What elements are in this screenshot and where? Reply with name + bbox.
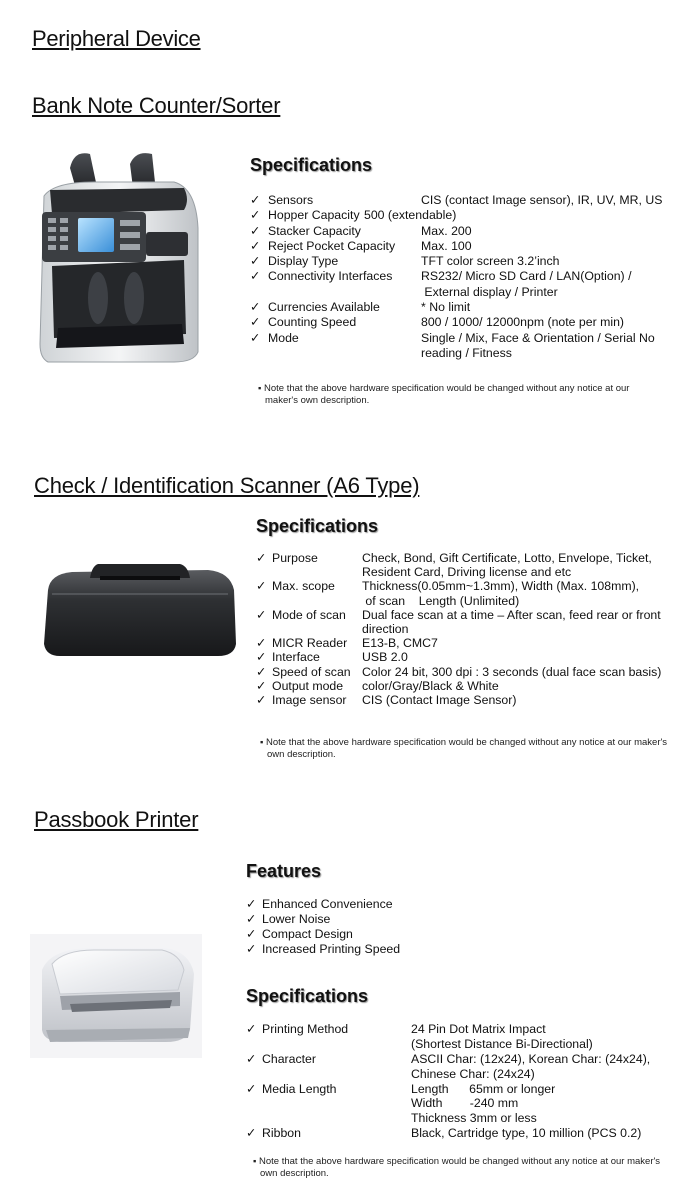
spec-heading-scanner: Specifications xyxy=(256,516,379,536)
section-title-check-scanner: Check / Identification Scanner (A6 Type) xyxy=(34,473,420,498)
spec-row xyxy=(250,224,675,239)
spec-row xyxy=(246,1082,666,1127)
check-icon: ✓ xyxy=(250,269,261,284)
spec-value: E13-B, CMC7 xyxy=(362,636,438,651)
check-icon: ✓ xyxy=(246,1051,257,1066)
spec-value: Length 65mm or longer xyxy=(411,1081,556,1096)
spec-row xyxy=(256,693,666,707)
check-icon: ✓ xyxy=(246,912,257,926)
spec-value: color/Gray/Black & White xyxy=(362,678,499,693)
spec-value: Dual face scan at a time – After scan, feed rear or front xyxy=(362,607,661,622)
passbook-printer-image xyxy=(30,934,202,1058)
spec-label: Counting Speed xyxy=(268,315,357,330)
feature-item xyxy=(246,912,546,927)
spec-value: 500 (extendable) xyxy=(364,208,457,223)
note-printer xyxy=(253,1156,660,1180)
check-icon: ✓ xyxy=(256,551,267,565)
spec-label: Mode xyxy=(268,330,299,345)
check-icon: ✓ xyxy=(246,1126,257,1141)
spec-value: Max. 100 xyxy=(421,238,472,253)
spec-label: Printing Method xyxy=(262,1022,349,1036)
note-line: own description. xyxy=(267,749,336,760)
features-list-printer xyxy=(246,897,546,957)
check-icon: ✓ xyxy=(250,223,261,238)
check-icon: ✓ xyxy=(246,927,257,941)
spec-row xyxy=(250,208,675,223)
check-icon: ✓ xyxy=(250,315,261,330)
note-scanner xyxy=(260,737,667,761)
spec-label: Image sensor xyxy=(272,692,347,707)
note-line: ▪ Note that the above hardware specification would be changed without any notice at our xyxy=(258,383,630,394)
spec-value: Max. 200 xyxy=(421,223,472,238)
spec-value: Chinese Char: (24x24) xyxy=(411,1066,535,1081)
note-line: ▪ Note that the above hardware specification would be changed without any notice at our maker's xyxy=(253,1156,661,1167)
feature-label: Compact Design xyxy=(262,927,353,941)
check-icon: ✓ xyxy=(256,664,267,679)
note-line: own description. xyxy=(260,1168,329,1179)
spec-label: Stacker Capacity xyxy=(268,223,361,238)
check-icon: ✓ xyxy=(250,300,261,315)
spec-value: Black, Cartridge type, 10 million (PCS 0.2) xyxy=(411,1126,642,1141)
spec-label: Reject Pocket Capacity xyxy=(268,238,396,253)
spec-value: of scan Length (Unlimited) xyxy=(362,593,520,608)
check-icon: ✓ xyxy=(250,208,261,223)
spec-heading-printer: Specifications xyxy=(246,986,369,1006)
spec-row xyxy=(256,579,666,607)
spec-row xyxy=(256,665,666,679)
check-icon: ✓ xyxy=(250,330,261,345)
feature-label: Lower Noise xyxy=(262,912,331,926)
feature-item xyxy=(246,942,546,957)
spec-value: Resident Card, Driving license and etc xyxy=(362,565,572,580)
spec-value: * No limit xyxy=(421,300,471,315)
spec-value: (Shortest Distance Bi-Directional) xyxy=(411,1036,593,1051)
spec-value: USB 2.0 xyxy=(362,650,408,665)
feature-item xyxy=(246,897,546,912)
check-icon: ✓ xyxy=(250,238,261,253)
spec-row xyxy=(250,315,675,330)
note-counter xyxy=(258,383,629,407)
spec-value: direction xyxy=(362,621,409,636)
check-icon: ✓ xyxy=(250,193,261,207)
spec-value: TFT color screen 3.2’inch xyxy=(421,254,560,269)
spec-row xyxy=(250,300,675,315)
spec-label: Max. scope xyxy=(272,579,335,594)
check-icon: ✓ xyxy=(246,942,257,956)
spec-heading-counter: Specifications xyxy=(250,155,373,175)
spec-value: Check, Bond, Gift Certificate, Lotto, Envelope, Ticket, xyxy=(362,551,652,565)
spec-row xyxy=(250,239,675,254)
spec-row xyxy=(246,1052,666,1082)
page-title: Peripheral Device xyxy=(32,26,201,51)
check-icon: ✓ xyxy=(256,650,267,665)
spec-row xyxy=(246,1022,666,1052)
spec-label: Hopper Capacity xyxy=(268,208,360,223)
spec-row xyxy=(256,650,666,664)
spec-label: Purpose xyxy=(272,551,318,565)
spec-value: CIS (contact Image sensor), IR, UV, MR, US xyxy=(421,193,663,207)
check-icon: ✓ xyxy=(246,1081,257,1096)
spec-label: Output mode xyxy=(272,678,344,693)
note-line: ▪ Note that the above hardware specification would be changed without any notice at our maker's xyxy=(260,737,668,748)
check-icon: ✓ xyxy=(256,692,267,707)
spec-row xyxy=(250,331,675,362)
spec-value: RS232/ Micro SD Card / LAN(Option) / xyxy=(421,269,632,284)
spec-label: Connectivity Interfaces xyxy=(268,269,393,284)
spec-row xyxy=(250,193,675,208)
spec-label: Sensors xyxy=(268,193,314,207)
spec-value: Thickness(0.05mm~1.3mm), Width (Max. 108mm), xyxy=(362,579,640,594)
check-icon: ✓ xyxy=(246,897,257,911)
feature-label: Enhanced Convenience xyxy=(262,897,393,911)
spec-row xyxy=(256,608,666,636)
section-title-passbook-printer: Passbook Printer xyxy=(34,807,199,832)
check-icon: ✓ xyxy=(246,1022,257,1036)
section-title-bank-note-counter: Bank Note Counter/Sorter xyxy=(32,93,281,118)
check-scanner-image xyxy=(42,560,238,660)
spec-value: reading / Fitness xyxy=(421,345,512,360)
feature-item xyxy=(246,927,546,942)
spec-value: 800 / 1000/ 12000npm (note per min) xyxy=(421,315,625,330)
check-icon: ✓ xyxy=(250,254,261,269)
spec-row xyxy=(256,636,666,650)
spec-label: Ribbon xyxy=(262,1126,301,1141)
check-icon: ✓ xyxy=(256,636,267,651)
spec-value: CIS (Contact Image Sensor) xyxy=(362,692,517,707)
spec-label: Interface xyxy=(272,650,320,665)
bank-note-counter-image xyxy=(34,148,202,370)
spec-label: Display Type xyxy=(268,254,339,269)
spec-row xyxy=(250,269,675,300)
feature-label: Increased Printing Speed xyxy=(262,942,401,956)
spec-label: Mode of scan xyxy=(272,607,346,622)
spec-label: Character xyxy=(262,1051,316,1066)
check-icon: ✓ xyxy=(256,607,267,622)
spec-list-counter xyxy=(250,193,675,361)
spec-value: Width -240 mm xyxy=(411,1096,519,1111)
spec-row xyxy=(256,551,666,579)
spec-list-scanner xyxy=(256,551,666,707)
spec-value: Thickness 3mm or less xyxy=(411,1111,537,1126)
spec-label: Media Length xyxy=(262,1081,337,1096)
spec-value: Single / Mix, Face & Orientation / Serial No xyxy=(421,330,655,345)
spec-value: 24 Pin Dot Matrix Impact xyxy=(411,1022,546,1036)
features-heading-printer: Features xyxy=(246,861,322,881)
spec-value: Color 24 bit, 300 dpi : 3 seconds (dual face scan basis) xyxy=(362,664,662,679)
spec-label: Currencies Available xyxy=(268,300,380,315)
note-line: maker's own description. xyxy=(265,395,370,406)
spec-label: MICR Reader xyxy=(272,636,348,651)
check-icon: ✓ xyxy=(256,579,267,594)
spec-list-printer xyxy=(246,1022,666,1141)
spec-value: External display / Printer xyxy=(421,284,558,299)
spec-row xyxy=(246,1126,666,1141)
spec-label: Speed of scan xyxy=(272,664,351,679)
spec-value: ASCII Char: (12x24), Korean Char: (24x24), xyxy=(411,1051,651,1066)
spec-row xyxy=(256,679,666,693)
check-icon: ✓ xyxy=(256,678,267,693)
spec-row xyxy=(250,254,675,269)
